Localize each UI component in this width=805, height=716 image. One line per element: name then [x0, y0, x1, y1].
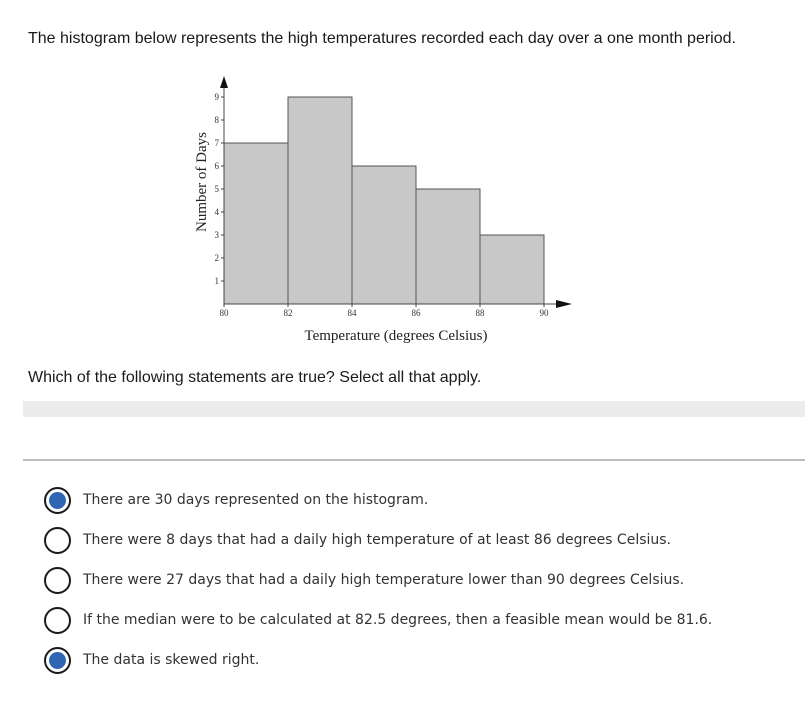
selected-dot-icon	[49, 492, 66, 509]
x-tick-label: 88	[475, 308, 485, 318]
option-1[interactable]	[42, 488, 802, 528]
x-ticks-group	[220, 304, 550, 318]
options-list	[42, 488, 802, 688]
radio-option-3[interactable]	[44, 567, 71, 594]
select-prompt: Which of the following statements are true? Select all that apply.	[28, 369, 482, 386]
answer-strip	[23, 401, 805, 417]
option-3-label: There were 27 days that had a daily high temperature lower than 90 degrees Celsius.	[83, 572, 685, 588]
x-tick-label: 80	[219, 308, 229, 318]
histogram-bar	[352, 166, 416, 304]
y-tick-label: 1	[214, 276, 219, 286]
y-axis-label: Number of Days	[194, 132, 210, 232]
y-ticks-group	[215, 92, 225, 286]
option-5[interactable]	[42, 648, 802, 688]
option-4[interactable]	[42, 608, 802, 648]
y-tick-label: 4	[214, 207, 219, 217]
x-axis-label: Temperature (degrees Celsius)	[304, 328, 488, 344]
y-tick-label: 7	[214, 138, 219, 148]
y-tick-label: 8	[214, 115, 219, 125]
radio-option-4[interactable]	[44, 607, 71, 634]
option-4-label: If the median were to be calculated at 82.5 degrees, then a feasible mean would be 81.6.	[83, 612, 713, 628]
y-tick-label: 9	[214, 92, 219, 102]
x-tick-label: 82	[283, 308, 293, 318]
option-5-label: The data is skewed right.	[83, 652, 260, 668]
x-tick-label: 84	[347, 308, 357, 318]
histogram-bar	[480, 235, 544, 304]
radio-option-1[interactable]	[44, 487, 71, 514]
y-tick-label: 2	[214, 253, 219, 263]
x-tick-label: 90	[539, 308, 549, 318]
radio-option-5[interactable]	[44, 647, 71, 674]
histogram-bar	[224, 143, 288, 304]
option-2-label: There were 8 days that had a daily high temperature of at least 86 degrees Celsius.	[83, 532, 672, 548]
histogram-bar	[288, 97, 352, 304]
radio-option-2[interactable]	[44, 527, 71, 554]
option-2[interactable]	[42, 528, 802, 568]
selected-dot-icon	[49, 652, 66, 669]
question-text: The histogram below represents the high temperatures recorded each day over a one month period.	[28, 30, 736, 47]
x-tick-label: 86	[411, 308, 421, 318]
x-axis-arrow	[556, 300, 572, 308]
section-divider	[23, 459, 805, 461]
y-axis-arrow	[220, 76, 228, 88]
option-1-label: There are 30 days represented on the histogram.	[83, 492, 429, 508]
y-tick-label: 3	[214, 230, 219, 240]
histogram-bar	[416, 189, 480, 304]
bars-group	[224, 97, 544, 304]
y-tick-label: 6	[214, 161, 219, 171]
option-3[interactable]	[42, 568, 802, 608]
y-tick-label: 5	[214, 184, 219, 194]
